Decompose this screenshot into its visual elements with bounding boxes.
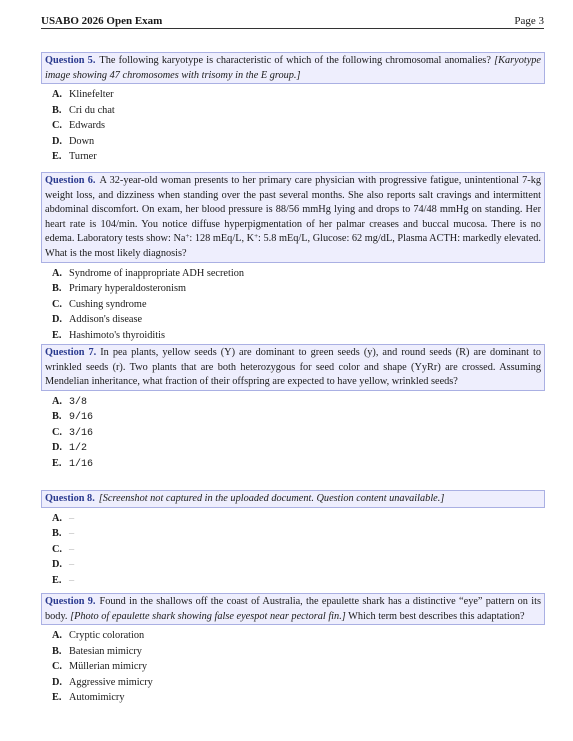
option-letter: C. xyxy=(52,661,63,673)
option-letter: E. xyxy=(52,574,62,586)
question-5 xyxy=(41,52,545,165)
exam-title: USABO 2026 Open Exam xyxy=(41,15,163,27)
option-text: Automimicry xyxy=(69,692,125,704)
option-text: 1/16 xyxy=(69,458,94,470)
option-letter: A. xyxy=(52,630,63,642)
page-header xyxy=(41,12,544,29)
option-letter: C. xyxy=(52,298,63,310)
question-6 xyxy=(41,172,545,343)
question-text-cont: Which term best describes this adaptation? xyxy=(348,610,525,622)
option-c[interactable] xyxy=(52,425,545,441)
question-7 xyxy=(41,344,545,471)
option-e[interactable] xyxy=(52,573,545,589)
option-e[interactable] xyxy=(52,149,545,165)
question-number: Question 6. xyxy=(45,175,96,186)
question-text: Found in the shallows off the coast of Australia, the epaulette shark has a distinctive “eye” pattern on its body. xyxy=(45,596,541,622)
option-c[interactable] xyxy=(52,659,545,675)
option-a[interactable] xyxy=(52,511,545,527)
option-text: Edwards xyxy=(69,120,106,132)
answer-options xyxy=(52,87,545,165)
option-text: Addison's disease xyxy=(69,314,143,326)
option-text: Müllerian mimicry xyxy=(69,661,148,673)
option-text: Turner xyxy=(69,151,97,163)
option-c[interactable] xyxy=(52,297,545,313)
question-9 xyxy=(41,593,545,706)
option-b[interactable] xyxy=(52,644,545,660)
option-text: 1/2 xyxy=(69,443,88,455)
option-text: Down xyxy=(69,135,95,147)
question-text: In pea plants, yellow seeds (Y) are dominant to green seeds (y), and round seeds (R) are dominant to wrinkled seeds (r). Two plants that are both heterozygous for seed color and shape (YyRr) are crossed. Assuming Mendelian inheritance, what fraction of their offspring are expected to have yellow, wrinkled seeds? xyxy=(45,347,541,388)
option-letter: D. xyxy=(52,314,63,326)
option-b[interactable] xyxy=(52,409,545,425)
option-letter: D. xyxy=(52,676,63,688)
option-letter: C. xyxy=(52,543,63,555)
option-a[interactable] xyxy=(52,394,545,410)
question-text: The following karyotype is characteristic of which of the following chromosomal anomalies? xyxy=(99,55,491,66)
page-number: Page 3 xyxy=(514,15,544,27)
option-letter: B. xyxy=(52,645,62,657)
option-text: 9/16 xyxy=(69,412,94,424)
option-letter: A. xyxy=(52,512,63,524)
option-letter: C. xyxy=(52,426,63,438)
option-letter: B. xyxy=(52,411,62,423)
option-text: Aggressive mimicry xyxy=(69,676,153,688)
question-8 xyxy=(41,490,545,588)
question-9-prompt xyxy=(41,593,545,625)
answer-options xyxy=(52,394,545,472)
question-text: A 32-year-old woman presents to her primary care physician with progressive fatigue, unintentional 7-kg weight loss, and dizziness when standing over the past several months. She also reports salt cravings and intermittent abdominal discomfort. On exam, her blood pressure is 88/56 mmHg lying and drops to 74/48 mmHg on standing. Her heart rate is 104/min. You notice diffuse hyperpigmentation of her palmar creases and buccal mucosa. There is no edema. Laboratory tests show: Na xyxy=(45,175,542,245)
option-c[interactable] xyxy=(52,542,545,558)
option-d[interactable] xyxy=(52,557,545,573)
option-text: Batesian mimicry xyxy=(69,645,142,657)
option-text: Primary hyperaldosteronism xyxy=(69,283,186,295)
option-letter: C. xyxy=(52,120,63,132)
answer-options xyxy=(52,266,545,344)
option-d[interactable] xyxy=(52,312,545,328)
option-a[interactable] xyxy=(52,87,545,103)
option-e[interactable] xyxy=(52,328,545,344)
question-6-prompt xyxy=(41,172,545,263)
option-letter: D. xyxy=(52,442,63,454)
question-number: Question 9. xyxy=(45,596,96,607)
option-b[interactable] xyxy=(52,103,545,119)
option-text: Klinefelter xyxy=(69,89,114,101)
option-a[interactable] xyxy=(52,266,545,282)
option-e[interactable] xyxy=(52,690,545,706)
option-letter: D. xyxy=(52,135,63,147)
option-b[interactable] xyxy=(52,526,545,542)
question-7-prompt xyxy=(41,344,545,391)
option-letter: E. xyxy=(52,151,62,163)
option-d[interactable] xyxy=(52,134,545,150)
question-text-cont: : 5.8 mEq/L, Glucose: 62 mg/dL, Plasma ACTH: markedly elevated. What is the most likely diagnosis? xyxy=(45,233,541,259)
question-number: Question 8. xyxy=(45,493,95,504)
option-text: Cri du chat xyxy=(69,104,115,116)
image-placeholder-note: [Photo of epaulette shark showing false eyespot near pectoral fin.] xyxy=(70,610,346,622)
unavailable-note: [Screenshot not captured in the uploaded document. Question content unavailable.] xyxy=(98,493,445,504)
option-d[interactable] xyxy=(52,675,545,691)
question-text-cont: : 128 mEq/L, K xyxy=(189,233,255,245)
option-text: Hashimoto's thyroiditis xyxy=(69,329,165,341)
option-b[interactable] xyxy=(52,281,545,297)
option-text: 3/16 xyxy=(69,427,94,439)
image-placeholder-note: [Karyotype image showing 47 chromosomes with trisomy in the E group.] xyxy=(45,55,541,81)
option-d[interactable] xyxy=(52,440,545,456)
option-letter: D. xyxy=(52,559,63,571)
option-letter: B. xyxy=(52,283,62,295)
question-number: Question 7. xyxy=(45,347,97,358)
option-c[interactable] xyxy=(52,118,545,134)
option-text: – xyxy=(69,528,75,540)
option-letter: E. xyxy=(52,457,62,469)
option-letter: B. xyxy=(52,528,62,540)
option-letter: E. xyxy=(52,329,62,341)
answer-options xyxy=(52,511,545,589)
question-8-prompt xyxy=(41,490,545,508)
option-a[interactable] xyxy=(52,628,545,644)
option-text: Syndrome of inappropriate ADH secretion xyxy=(69,267,245,279)
option-text: – xyxy=(69,574,75,586)
superscript-plus: + xyxy=(185,232,190,241)
option-text: – xyxy=(69,543,75,555)
answer-options xyxy=(52,628,545,706)
question-number: Question 5. xyxy=(45,55,96,66)
option-letter: A. xyxy=(52,89,63,101)
option-e[interactable] xyxy=(52,456,545,472)
option-letter: A. xyxy=(52,267,63,279)
option-letter: B. xyxy=(52,104,62,116)
option-text: Cushing syndrome xyxy=(69,298,147,310)
option-text: – xyxy=(69,512,75,524)
option-letter: E. xyxy=(52,692,62,704)
option-text: Cryptic coloration xyxy=(69,630,145,642)
question-5-prompt xyxy=(41,52,545,84)
option-text: – xyxy=(69,559,75,571)
superscript-plus: + xyxy=(254,232,259,241)
option-text: 3/8 xyxy=(69,396,88,408)
option-letter: A. xyxy=(52,395,63,407)
